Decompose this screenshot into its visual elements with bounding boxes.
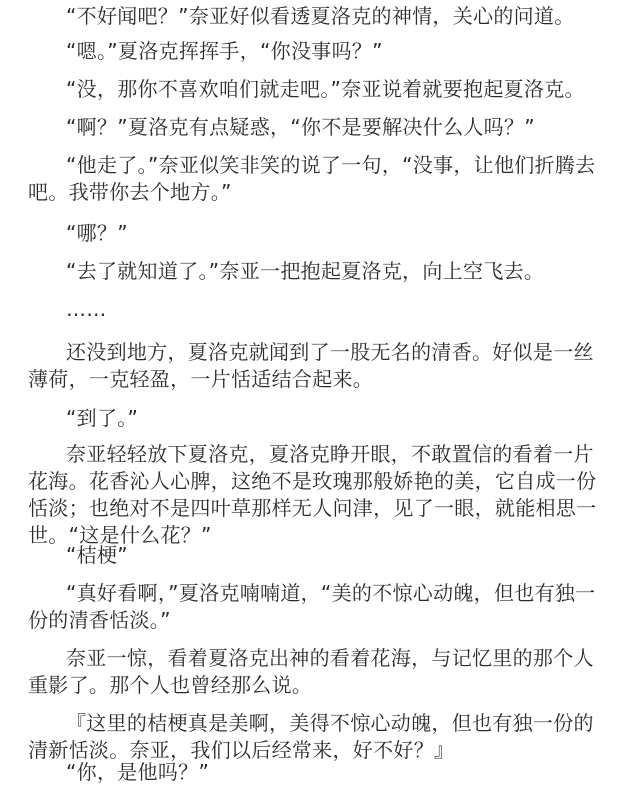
paragraph-8: 还没到地方，夏洛克就闻到了一股无名的清香。好似是一丝薄荷，一克轻盈，一片恬适结合起来。 — [28, 340, 594, 391]
paragraph-2: “嗯。”夏洛克挥挥手，“你没事吗？” — [66, 39, 383, 63]
paragraph-3: “没，那你不喜欢咱们就走吧。”奈亚说着就要抱起夏洛克。 — [66, 77, 585, 101]
paragraph-6: “哪？” — [66, 221, 128, 245]
paragraph-15: “你，是他吗？” — [66, 760, 210, 784]
paragraph-13: 奈亚一惊，看着夏洛克出神的看着花海，与记忆里的那个人重影了。那个人也曾经那么说。 — [28, 646, 594, 697]
paragraph-10: 奈亚轻轻放下夏洛克，夏洛克睁开眼，不敢置信的看着一片花海。花香沁人心脾，这绝不是玫瑰那般娇艳的美，它自成一份恬淡；也绝对不是四叶草那样无人问津，见了一眼，就能相思一世。“这是什么花？” — [28, 442, 597, 547]
paragraph-5: “他走了。”奈亚似笑非笑的说了一句，“没事，让他们折腾去吧。我带你去个地方。” — [28, 153, 596, 204]
ellipsis-line: …… — [66, 297, 107, 321]
paragraph-12: “真好看啊，”夏洛克喃喃道，“美的不惊心动魄，但也有独一份的清香恬淡。” — [28, 581, 596, 632]
paragraph-11: “桔梗” — [66, 543, 128, 567]
paragraph-1: “不好闻吧？”奈亚好似看透夏洛克的神情，关心的问道。 — [66, 4, 575, 28]
paragraph-4: “啊？”夏洛克有点疑惑，“你不是要解决什么人吗？” — [66, 115, 535, 139]
paragraph-14: 『这里的桔梗真是美啊，美得不惊心动魄，但也有独一份的清新恬淡。奈亚，我们以后经常来，好不好？』 — [28, 711, 594, 762]
paragraph-9: “到了。” — [66, 406, 139, 430]
paragraph-7: “去了就知道了。”奈亚一把抱起夏洛克，向上空飞去。 — [66, 259, 545, 283]
